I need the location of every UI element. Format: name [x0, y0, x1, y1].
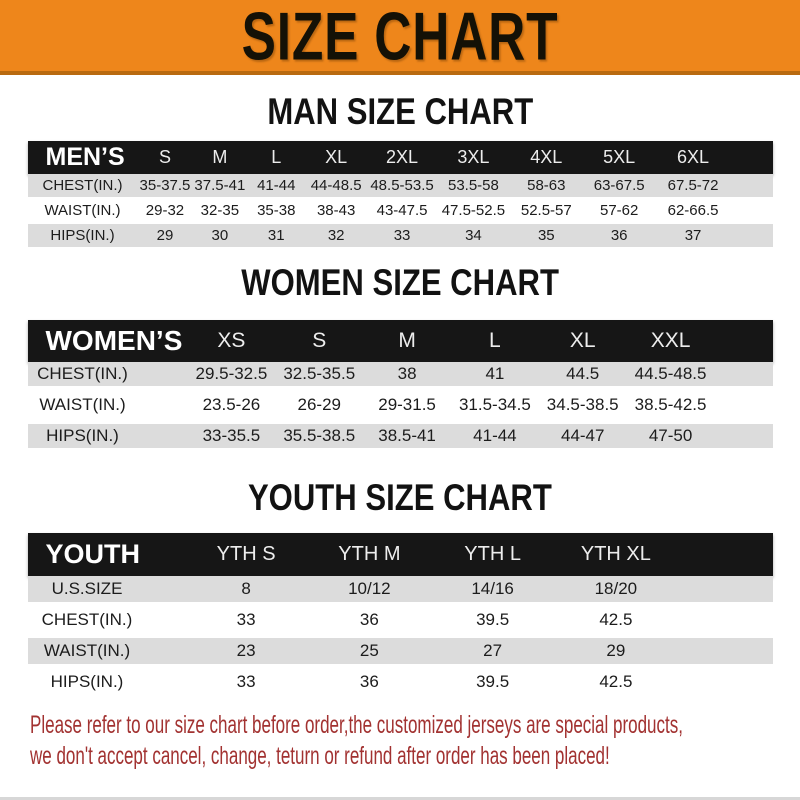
- men-table: [28, 141, 773, 247]
- size-column-header: YTH XL: [580, 543, 651, 565]
- size-cell: 53.5-58: [447, 177, 499, 194]
- size-cell: 31.5-34.5: [458, 395, 531, 414]
- size-cell: 36: [359, 610, 379, 629]
- size-cell: 36: [359, 672, 379, 691]
- size-cell: 23: [236, 641, 256, 660]
- row-label: CHEST(IN.): [41, 610, 133, 629]
- size-cell: 34: [465, 227, 482, 244]
- size-cell: 43-47.5: [376, 202, 428, 219]
- row-label: CHEST(IN.): [37, 364, 128, 383]
- women-table: [28, 320, 773, 448]
- women-table-header-row: [28, 320, 773, 362]
- size-cell: 33: [393, 227, 411, 244]
- size-cell: 26-29: [297, 395, 341, 414]
- size-cell: 35.5-38.5: [283, 426, 356, 445]
- size-cell: 33: [236, 610, 256, 629]
- row-label: CHEST(IN.): [42, 177, 123, 194]
- size-cell: 35: [537, 227, 555, 244]
- size-column-header: S: [158, 147, 171, 167]
- size-cell: 34.5-38.5: [546, 395, 619, 414]
- size-cell: 29: [156, 227, 174, 244]
- footer-line-2: we don't accept cancel, change, teturn or refund after order has been placed!: [30, 742, 610, 770]
- size-cell: 23.5-26: [202, 395, 261, 414]
- size-cell: 44.5-48.5: [634, 364, 707, 383]
- size-column-header: M: [212, 147, 228, 167]
- size-cell: 41-44: [473, 426, 517, 445]
- row-label: HIPS(IN.): [50, 672, 124, 691]
- table-row: [28, 393, 773, 417]
- size-column-header: XL: [569, 329, 596, 352]
- youth-table-header-row: [28, 533, 773, 576]
- size-cell: 42.5: [599, 672, 633, 691]
- youth-table: [28, 533, 773, 695]
- size-cell: 38.5-41: [378, 426, 436, 445]
- size-column-header: 4XL: [530, 147, 563, 167]
- table-row: [28, 224, 773, 247]
- size-cell: 35-38: [257, 202, 296, 219]
- size-cell: 37: [684, 227, 702, 244]
- footer-line-1: Please refer to our size chart before order,the customized jerseys are special products,: [30, 711, 683, 739]
- size-column-header: XS: [217, 329, 246, 352]
- women-size-section: [0, 263, 800, 448]
- section-heading-text: MAN SIZE CHART: [267, 91, 533, 132]
- size-cell: 44-48.5: [310, 177, 362, 194]
- size-column-header: S: [312, 329, 327, 352]
- size-column-header: XXL: [650, 329, 691, 352]
- table-header-label: MEN’S: [45, 143, 125, 171]
- table-row: [28, 669, 773, 695]
- size-column-header: 6XL: [677, 147, 710, 167]
- size-column-header: YTH S: [216, 543, 276, 565]
- size-cell: 38.5-42.5: [634, 395, 707, 414]
- size-cell: 32: [327, 227, 345, 244]
- youth-heading: [0, 478, 800, 518]
- row-label: WAIST(IN.): [39, 395, 126, 414]
- section-heading-text: WOMEN SIZE CHART: [241, 262, 559, 303]
- size-column-header: XL: [325, 147, 348, 167]
- size-cell: 48.5-53.5: [370, 177, 434, 194]
- size-cell: 31: [267, 227, 285, 244]
- size-cell: 44-47: [560, 426, 605, 445]
- size-column-header: M: [398, 329, 416, 352]
- size-cell: 38: [397, 364, 417, 383]
- size-cell: 52.5-57: [520, 202, 572, 219]
- size-cell: 36: [610, 227, 628, 244]
- table-row: [28, 199, 773, 222]
- size-column-header: 2XL: [386, 147, 419, 167]
- size-cell: 25: [359, 641, 379, 660]
- men-table-header-row: [28, 141, 773, 174]
- size-cell: 63-67.5: [593, 177, 645, 194]
- size-cell: 67.5-72: [667, 177, 719, 194]
- size-cell: 62-66.5: [667, 202, 719, 219]
- row-label: HIPS(IN.): [46, 426, 119, 445]
- size-cell: 29-31.5: [378, 395, 436, 414]
- size-cell: 18/20: [594, 579, 638, 598]
- table-row: [28, 362, 773, 386]
- size-cell: 47-50: [648, 426, 693, 445]
- size-chart-sections: [0, 92, 800, 695]
- size-cell: 38-43: [316, 202, 356, 219]
- size-column-header: YTH L: [464, 543, 521, 565]
- size-cell: 41-44: [257, 177, 296, 194]
- size-column-header: L: [489, 329, 501, 352]
- size-cell: 58-63: [527, 177, 566, 194]
- row-label: U.S.SIZE: [51, 579, 123, 598]
- table-row: [28, 424, 773, 448]
- section-heading-text: YOUTH SIZE CHART: [248, 477, 552, 518]
- table-header-label: YOUTH: [45, 539, 140, 569]
- banner-title: SIZE CHART: [241, 0, 559, 74]
- table-header-label: WOMEN’S: [45, 325, 183, 356]
- youth-size-section: [0, 478, 800, 695]
- size-column-header: 5XL: [603, 147, 636, 167]
- size-cell: 8: [241, 579, 251, 598]
- size-cell: 30: [211, 227, 229, 244]
- size-cell: 47.5-52.5: [441, 202, 506, 219]
- size-cell: 32-35: [200, 202, 240, 219]
- size-cell: 14/16: [471, 579, 514, 598]
- table-row: [28, 174, 773, 197]
- size-cell: 37.5-41: [194, 177, 246, 194]
- table-row: [28, 638, 773, 664]
- size-cell: 44.5: [566, 364, 600, 383]
- size-cell: 33-35.5: [202, 426, 261, 445]
- size-cell: 32.5-35.5: [283, 364, 356, 383]
- size-cell: 33: [236, 672, 256, 691]
- row-label: WAIST(IN.): [43, 641, 131, 660]
- men-size-section: [0, 92, 800, 247]
- row-label: WAIST(IN.): [44, 202, 121, 219]
- size-cell: 29.5-32.5: [195, 364, 268, 383]
- table-row: [28, 607, 773, 633]
- size-cell: 29: [606, 641, 626, 660]
- table-row: [28, 576, 773, 602]
- row-label: HIPS(IN.): [50, 227, 115, 244]
- banner: [0, 0, 800, 75]
- men-heading: [0, 92, 800, 132]
- women-heading: [0, 263, 800, 303]
- size-column-header: 3XL: [457, 147, 490, 167]
- size-cell: 10/12: [348, 579, 391, 598]
- size-cell: 39.5: [476, 610, 510, 629]
- size-cell: 41: [485, 364, 505, 383]
- size-cell: 27: [483, 641, 503, 660]
- size-cell: 57-62: [599, 202, 639, 219]
- size-cell: 29-32: [145, 202, 185, 219]
- size-column-header: L: [271, 147, 282, 167]
- size-cell: 39.5: [476, 672, 510, 691]
- footer-notice: [0, 710, 800, 772]
- size-column-header: YTH M: [338, 543, 401, 565]
- size-cell: 42.5: [599, 610, 633, 629]
- size-cell: 35-37.5: [139, 177, 191, 194]
